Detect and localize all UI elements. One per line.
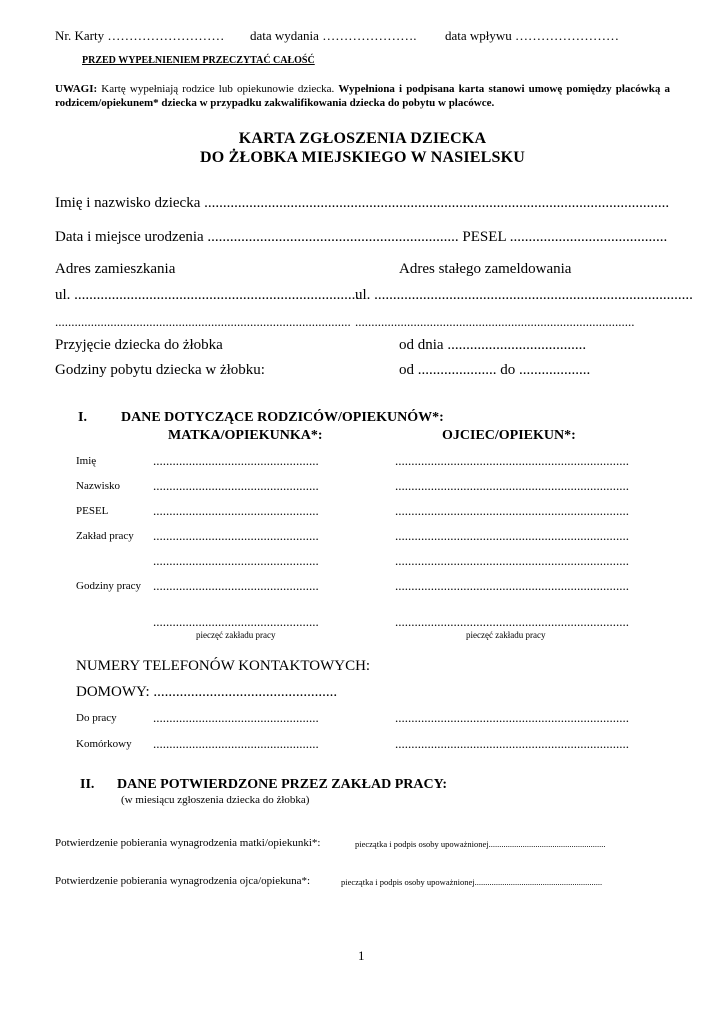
row-label: Godziny pracy [76, 580, 142, 592]
mother-value-field: ................................................... [153, 453, 319, 468]
mother-value-field: ................................................... [153, 553, 319, 568]
mother-value-field: ................................................... [153, 528, 319, 543]
residence-address-label: Adres zamieszkania [55, 261, 176, 277]
admission-label: Przyjęcie dziecka do żłobka [55, 337, 223, 353]
remarks-bold-text: Wypełniona i podpisana karta stanowi umowę pomiędzy placówką a rodzicem/opiekunem* dziecka w przypadku zakwalifikowania dziecka do pobytu w placówce. [55, 83, 671, 109]
child-birth-field: Data i miejsce urodzenia ................................................................... PESEL .......................................... [55, 229, 668, 245]
father-value-field: ........................................................................ [395, 478, 629, 493]
father-salary-confirmation-label: Potwierdzenie pobierania wynagrodzenia ojca/opiekuna*: [55, 875, 311, 887]
mother-value-field: ................................................... [153, 478, 319, 493]
mother-mobile-field: ................................................... [153, 736, 319, 751]
page-number: 1 [358, 948, 365, 963]
form-title-line2: DO ŻŁOBKA MIEJSKIEGO W NASIELSKU [199, 149, 525, 166]
mother-work-phone-field: ................................................... [153, 710, 319, 725]
receipt-date-field: data wpływu …………………… [445, 28, 620, 43]
row-label: PESEL [76, 505, 109, 517]
father-value-field: ........................................................................ [395, 453, 629, 468]
mobile-phone-label: Komórkowy [76, 738, 132, 750]
child-name-field: Imię i nazwisko dziecka ............................................................................................................................ [55, 195, 670, 211]
residence-street-field: ul. ............................................................................ [55, 287, 360, 303]
row-label: Zakład pracy [76, 530, 134, 542]
stay-hours-field: od ..................... do ................... [399, 362, 591, 378]
mother-stamp-line: ................................................... [153, 614, 319, 629]
section2-title: DANE POTWIERDZONE PRZEZ ZAKŁAD PRACY: [117, 777, 448, 792]
admission-date-field: od dnia ..................................... [399, 337, 587, 353]
mother-value-field: ................................................... [153, 578, 319, 593]
residence-line-field: ........................................................................................... [55, 314, 351, 329]
issue-date-field: data wydania …………………. [250, 28, 417, 43]
stay-hours-label: Godziny pobytu dziecka w żłobku: [55, 362, 265, 378]
mother-stamp-caption: pieczęć zakładu pracy [196, 630, 276, 640]
section1-number: I. [78, 410, 87, 425]
registered-address-label: Adres stałego zameldowania [399, 261, 572, 277]
father-stamp-caption: pieczęć zakładu pracy [466, 630, 546, 640]
remarks-text: Kartę wypełniają rodzice lub opiekunowie dziecka. [97, 83, 339, 95]
father-mobile-field: ........................................................................ [395, 736, 629, 751]
row-label: Nazwisko [76, 480, 120, 492]
read-before-notice: PRZED WYPEŁNIENIEM PRZECZYTAĆ CAŁOŚĆ [82, 55, 315, 66]
registered-street-field: ul. ..................................................................................... [355, 287, 693, 303]
father-value-field: ........................................................................ [395, 528, 629, 543]
home-phone-field: DOMOWY: ................................................. [76, 684, 338, 700]
father-value-field: ........................................................................ [395, 553, 629, 568]
mother-salary-stamp-field: pieczątka i podpis osoby upoważnionej....................................................... [355, 839, 606, 849]
phones-title: NUMERY TELEFONÓW KONTAKTOWYCH: [76, 658, 371, 674]
work-phone-label: Do pracy [76, 712, 117, 724]
father-work-phone-field: ........................................................................ [395, 710, 629, 725]
remarks-paragraph [55, 82, 670, 110]
registered-line-field: ...................................................................................... [355, 314, 635, 329]
father-salary-stamp-field: pieczątka i podpis osoby upoważnionej............................................................ [341, 877, 603, 887]
form-title-line1: KARTA ZGŁOSZENIA DZIECKA [238, 130, 487, 147]
mother-value-field: ................................................... [153, 503, 319, 518]
father-stamp-line: ........................................................................ [395, 614, 629, 629]
remarks-label: UWAGI: [55, 83, 98, 95]
section2-number: II. [80, 777, 95, 792]
card-number-field: Nr. Karty ……………………… [55, 28, 225, 43]
father-column-header: OJCIEC/OPIEKUN*: [442, 428, 576, 443]
father-value-field: ........................................................................ [395, 503, 629, 518]
father-value-field: ........................................................................ [395, 578, 629, 593]
section1-title: DANE DOTYCZĄCE RODZICÓW/OPIEKUNÓW*: [121, 410, 444, 425]
row-label: Imię [76, 455, 97, 467]
mother-salary-confirmation-label: Potwierdzenie pobierania wynagrodzenia matki/opiekunki*: [55, 837, 321, 849]
mother-column-header: MATKA/OPIEKUNKA*: [168, 428, 323, 443]
section2-subtitle: (w miesiącu zgłoszenia dziecka do żłobka) [121, 794, 310, 806]
